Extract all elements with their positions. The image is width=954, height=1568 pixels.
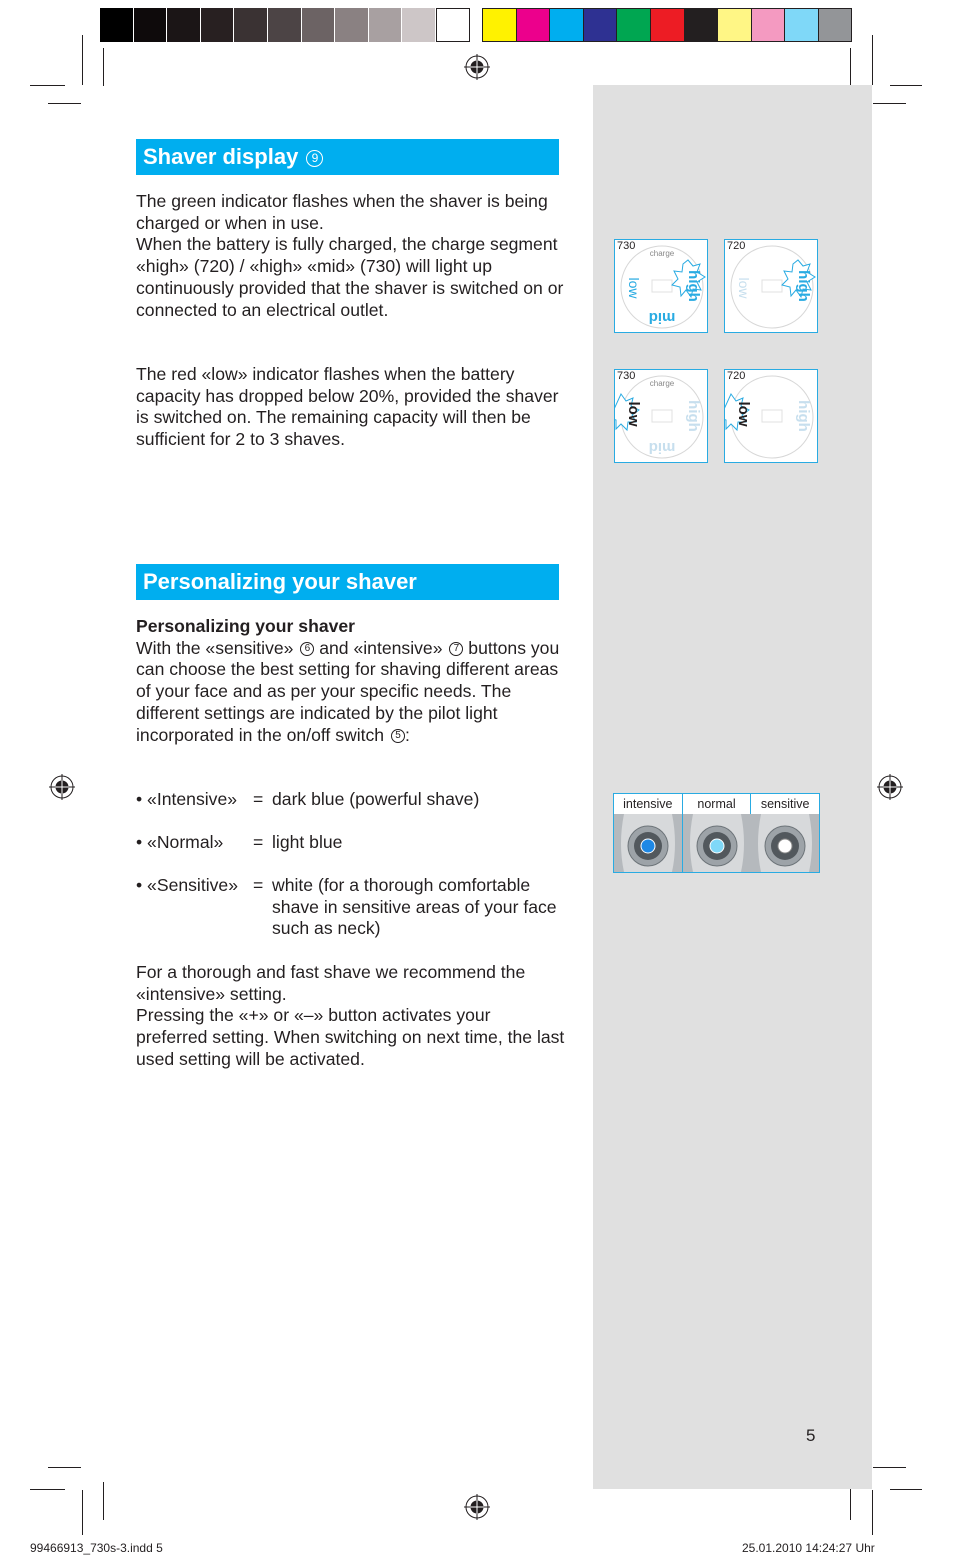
crop-mark bbox=[890, 85, 922, 86]
color-swatch bbox=[616, 8, 650, 42]
charge-display-graphic bbox=[615, 370, 708, 463]
color-swatch bbox=[268, 8, 302, 42]
color-swatch bbox=[436, 8, 470, 42]
ref-number: 6 bbox=[300, 642, 314, 656]
paragraph-text: When the battery is fully charged, the charge segment «high» (720) / «high» «mid» (730) will light up continuously provided that the shaver is switched on or connected to an electrical outlet. bbox=[136, 234, 564, 320]
text-run: and «intensive» bbox=[319, 637, 443, 658]
paragraph bbox=[136, 962, 566, 1071]
color-swatch bbox=[482, 8, 516, 42]
list-item-eq: = bbox=[253, 875, 264, 895]
color-swatch bbox=[302, 8, 336, 42]
list-item-value: light blue bbox=[272, 832, 343, 852]
color-swatch bbox=[369, 8, 403, 42]
paragraph bbox=[136, 616, 566, 746]
color-swatch bbox=[549, 8, 583, 42]
color-swatch bbox=[335, 8, 369, 42]
mid-label: mid bbox=[648, 309, 676, 326]
text-run: : bbox=[404, 724, 410, 745]
mode-label: sensitive bbox=[760, 797, 810, 811]
low-label: low bbox=[735, 401, 752, 427]
registration-target-icon bbox=[464, 1494, 490, 1520]
high-label: high bbox=[795, 400, 812, 432]
low-label: low bbox=[625, 401, 642, 427]
color-swatch bbox=[717, 8, 751, 42]
color-swatch bbox=[684, 8, 718, 42]
mode-sensitive bbox=[751, 794, 819, 872]
list-item-value: dark blue (powerful shave) bbox=[272, 789, 480, 809]
high-label: high bbox=[795, 270, 812, 302]
charge-display-graphic bbox=[725, 240, 818, 333]
switch-light-icon bbox=[683, 814, 751, 872]
color-bar-grayscale bbox=[100, 8, 470, 42]
list-item-label: • «Normal» bbox=[136, 832, 224, 852]
color-swatch bbox=[650, 8, 684, 42]
charge-display-figure bbox=[724, 239, 818, 333]
model-number: 720 bbox=[727, 240, 746, 252]
charge-display-figure bbox=[724, 369, 818, 463]
crop-mark bbox=[873, 1467, 906, 1468]
list-item-eq: = bbox=[253, 832, 264, 852]
registration-target-icon bbox=[464, 54, 490, 80]
paragraph-text bbox=[136, 638, 566, 747]
color-swatch bbox=[167, 8, 201, 42]
paragraph-text: For a thorough and fast shave we recommend the «intensive» setting. bbox=[136, 962, 526, 1004]
color-swatch bbox=[516, 8, 550, 42]
color-swatch bbox=[818, 8, 852, 42]
registration-target-icon bbox=[877, 774, 903, 800]
section-heading-shaver-display bbox=[136, 139, 559, 175]
model-number: 730 bbox=[617, 370, 636, 382]
crop-mark bbox=[48, 103, 81, 104]
crop-mark bbox=[82, 1490, 83, 1535]
charge-display-graphic bbox=[615, 240, 708, 333]
mode-label: intensive bbox=[623, 797, 673, 811]
crop-mark bbox=[873, 103, 906, 104]
crop-mark bbox=[82, 35, 83, 85]
paragraph bbox=[136, 191, 566, 321]
color-swatch bbox=[402, 8, 436, 42]
text-run: buttons you can choose the best setting for shaving different areas of your face and as per your specific needs. The different settings are indicated by the pilot light incorporated in the on/off switch bbox=[136, 637, 560, 745]
color-swatch bbox=[751, 8, 785, 42]
crop-mark bbox=[872, 1490, 873, 1535]
color-swatch bbox=[784, 8, 818, 42]
charge-display-figure bbox=[614, 369, 708, 463]
section-heading-personalizing: Personalizing your shaver bbox=[136, 564, 559, 600]
pilot-light-modes-figure bbox=[613, 793, 820, 873]
ref-number: 5 bbox=[391, 729, 405, 743]
paragraph-text: The green indicator flashes when the shaver is being charged or when in use. bbox=[136, 191, 548, 233]
page-number: 5 bbox=[806, 1426, 816, 1445]
high-label: high bbox=[685, 270, 702, 302]
charge-display-graphic bbox=[725, 370, 818, 463]
list-item-label: • «Intensive» bbox=[136, 789, 238, 809]
switch-light-icon bbox=[614, 814, 682, 872]
ref-number: 9 bbox=[306, 150, 323, 167]
switch-light-icon bbox=[751, 814, 819, 872]
footer-file: 99466913_730s-3.indd 5 bbox=[30, 1541, 163, 1555]
crop-mark bbox=[850, 48, 851, 86]
registration-target-icon bbox=[49, 774, 75, 800]
footer-timestamp: 25.01.2010 14:24:27 Uhr bbox=[742, 1541, 875, 1555]
low-label: low bbox=[626, 277, 642, 299]
crop-mark bbox=[890, 1489, 922, 1490]
subheading: Personalizing your shaver bbox=[136, 616, 356, 636]
ref-number: 7 bbox=[449, 642, 463, 656]
model-number: 730 bbox=[617, 240, 636, 252]
heading-text: Shaver display bbox=[143, 144, 299, 169]
mid-label: mid bbox=[648, 439, 676, 456]
color-swatch bbox=[134, 8, 168, 42]
list-item-value: white (for a thorough comfortable shave in sensitive areas of your face such as neck) bbox=[272, 875, 557, 939]
crop-mark bbox=[30, 1489, 65, 1490]
crop-mark bbox=[103, 48, 104, 86]
color-bar-process bbox=[482, 8, 852, 42]
low-label: low bbox=[736, 277, 752, 299]
high-label: high bbox=[685, 400, 702, 432]
color-swatch bbox=[100, 8, 134, 42]
model-number: 720 bbox=[727, 370, 746, 382]
crop-mark bbox=[48, 1467, 81, 1468]
charge-label: charge bbox=[649, 249, 675, 258]
list-item-label: • «Sensitive» bbox=[136, 875, 239, 895]
crop-mark bbox=[30, 85, 65, 86]
paragraph: The red «low» indicator flashes when the battery capacity has dropped below 20%, provided the shaver is switched on. The remaining capacity will then be sufficient for 2 to 3 shaves. bbox=[136, 364, 559, 450]
crop-mark bbox=[103, 1482, 104, 1520]
mode-label: normal bbox=[697, 797, 736, 811]
crop-mark bbox=[872, 35, 873, 85]
color-swatch bbox=[234, 8, 268, 42]
mode-intensive bbox=[614, 794, 683, 872]
charge-display-figure bbox=[614, 239, 708, 333]
text-run: With the «sensitive» bbox=[136, 637, 294, 658]
paragraph-text: Pressing the «+» or «–» button activates your preferred setting. When switching on next time, the last used setting will be activated. bbox=[136, 1005, 565, 1069]
list-item-eq: = bbox=[253, 789, 264, 809]
mode-normal bbox=[683, 794, 752, 872]
color-swatch bbox=[201, 8, 235, 42]
charge-label: charge bbox=[649, 379, 675, 388]
color-swatch bbox=[583, 8, 617, 42]
